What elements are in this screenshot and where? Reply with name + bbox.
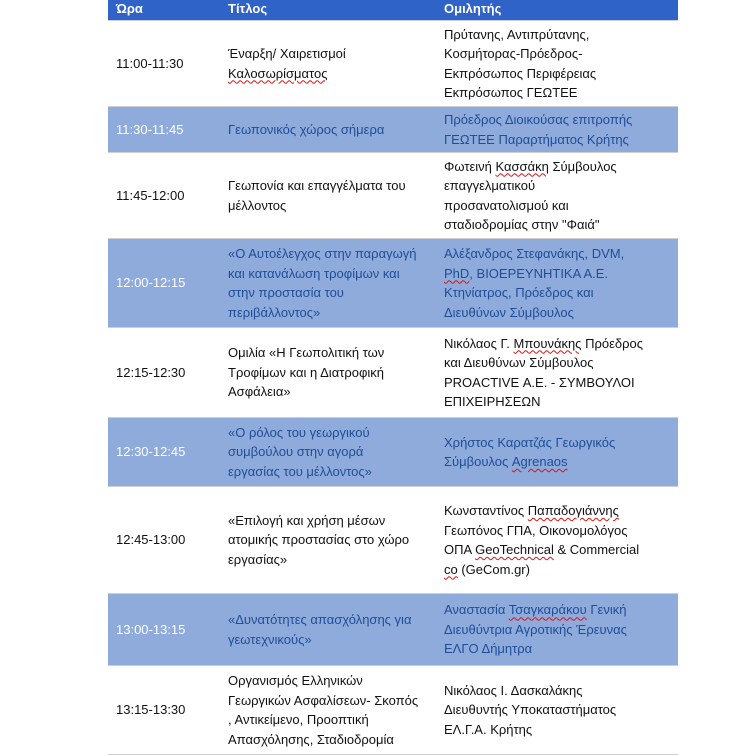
title-cell — [216, 239, 438, 327]
speaker-line: ΓΕΩΤΕΕ Παραρτήματος Κρήτης — [444, 131, 629, 147]
header-time: Ώρα — [116, 1, 143, 16]
speaker-line: επαγγελματικού — [444, 178, 536, 193]
speaker-line: και Διευθύνων Σύμβουλος — [444, 355, 594, 370]
speaker-line: PhD, ΒΙΟΕΡΕΥΝΗΤΙΚΑ Α.Ε. — [444, 265, 609, 281]
title-cell — [216, 487, 438, 593]
speaker-cell — [438, 107, 678, 152]
time-cell: 12:30-12:45 — [116, 444, 186, 460]
title-line: , Αντικείμενο, Προοπτική — [228, 712, 369, 727]
time-cell: 11:45-12:00 — [116, 187, 185, 203]
title-cell — [216, 107, 438, 152]
speaker-cell — [438, 594, 678, 665]
speaker-line: Κτηνίατρος, Πρόεδρος και — [444, 285, 594, 300]
table-row — [108, 153, 678, 239]
speaker-line: Εκπρόσωπος Περιφέρειας — [444, 65, 597, 81]
speaker-line: ΕΛ.Γ.Α. Κρήτης — [444, 721, 533, 737]
speaker-cell — [438, 666, 678, 754]
speaker-line: Διευθυντής Υποκαταστήματος — [444, 702, 617, 718]
speaker-line: co (GeCom.gr) — [444, 561, 530, 577]
table-row — [108, 328, 678, 418]
speaker-line: Πρόεδρος Διοικούσας επιτροπής — [444, 112, 633, 127]
spellcheck-underline: GeoTechnical — [475, 542, 554, 557]
table-row — [108, 487, 678, 594]
title-line: και κατανάλωση τροφίμων και — [228, 265, 400, 281]
table-row — [108, 239, 678, 328]
header-title: Τίτλος — [228, 1, 268, 16]
time-cell: 13:15-13:30 — [116, 702, 186, 718]
header-speaker: Ομιλητής — [444, 1, 502, 16]
spellcheck-underline: Καλοσωρίσματος — [228, 65, 328, 81]
table-row — [108, 21, 678, 107]
table-header — [108, 0, 678, 21]
speaker-line: Χρήστος Καρατζάς Γεωργικός — [444, 434, 616, 450]
speaker-cell — [438, 328, 678, 417]
speaker-line: Διευθύντρια Αγροτικής Έρευνας — [444, 621, 627, 637]
schedule-table — [108, 0, 678, 755]
spellcheck-underline: Μπουνάκης — [513, 335, 582, 351]
title-line: συμβούλου στην αγορά — [228, 444, 364, 460]
title-cell — [216, 328, 438, 417]
title-cell — [216, 21, 438, 106]
spellcheck-underline: Κασσάκη — [495, 158, 549, 174]
time-cell: 12:15-12:30 — [116, 364, 186, 380]
title-line: περιβάλλοντος» — [228, 304, 321, 320]
title-line: μέλλοντος — [228, 197, 287, 213]
title-line: Ομιλία «Η Γεωπολιτική των — [228, 345, 385, 361]
time-cell: 12:45-13:00 — [116, 532, 186, 548]
title-line: «Επιλογή και χρήση μέσων — [228, 512, 386, 528]
speaker-line: Σύμβουλος Agrenaos — [444, 454, 568, 469]
title-line: εργασίας» — [228, 551, 288, 567]
speaker-cell — [438, 21, 678, 106]
speaker-cell — [438, 487, 678, 593]
table-body — [108, 21, 678, 755]
title-line — [228, 64, 432, 84]
time-cell: 13:00-13:15 — [116, 621, 186, 637]
speaker-line: Κωνσταντίνος Παπαδογιάννης — [444, 503, 619, 518]
title-cell — [216, 666, 438, 754]
speaker-cell — [438, 239, 678, 327]
spellcheck-underline: Agrenaos — [511, 454, 568, 469]
title-line: «Ο Αυτοέλεγχος στην παραγωγή — [228, 246, 417, 261]
speaker-line: σταδιοδρομίας στην "Φαιά" — [444, 217, 600, 232]
speaker-line: Εκπρόσωπος ΓΕΩΤΕΕ — [444, 85, 578, 100]
spellcheck-underline: PhD — [444, 265, 470, 281]
title-line: ατομικής προστασίας στο χώρο — [228, 532, 410, 548]
speaker-line: Κοσμήτορας-Πρόεδρος- — [444, 46, 583, 61]
title-cell — [216, 418, 438, 486]
title-line: «Ο ρόλος του γεωργικού — [228, 424, 370, 440]
speaker-line: Πρύτανης, Αντιπρύτανης, — [444, 26, 590, 42]
time-cell: 11:30-11:45 — [116, 121, 184, 137]
speaker-line: Γεωπόνος ΓΠΑ, Οικονομολόγος — [444, 522, 628, 538]
title-line: Γεωπονία και επαγγέλματα του — [228, 178, 406, 193]
title-line: εργασίας του μέλλοντος» — [228, 463, 372, 479]
speaker-line: PROACTIVE Α.Ε. - ΣΥΜΒΟΥΛΟΙ — [444, 374, 635, 390]
table-row — [108, 594, 678, 666]
title-line: Έναρξη/ Χαιρετισμοί — [228, 46, 346, 61]
spellcheck-underline: co — [444, 561, 458, 577]
title-line: «Δυνατότητες απασχόλησης για — [228, 612, 412, 627]
time-cell: 11:00-11:30 — [116, 55, 184, 71]
table-row — [108, 107, 678, 153]
title-line: γεωτεχνικούς» — [228, 631, 312, 647]
speaker-line: Διευθύνων Σύμβουλος — [444, 304, 574, 320]
speaker-line: ΟΠΑ GeoTechnical & Commercial — [444, 542, 640, 557]
time-cell: 12:00-12:15 — [116, 275, 186, 291]
title-line: Γεωπονικός χώρος σήμερα — [228, 121, 385, 137]
speaker-line: Αναστασία Τσαγκαράκου Γενική — [444, 602, 627, 618]
speaker-line: Νικόλαος Ι. Δασκαλάκης — [444, 682, 583, 698]
title-line: Απασχόλησης, Σταδιοδρομία — [228, 731, 394, 747]
title-line: Τροφίμων και η Διατροφική — [228, 364, 385, 380]
title-line: Οργανισμός Ελληνικών — [228, 673, 363, 688]
title-line: Γεωργικών Ασφαλίσεων- Σκοπός — [228, 692, 419, 708]
speaker-line: ΕΠΙΧΕΙΡΗΣΕΩΝ — [444, 394, 541, 409]
speaker-line: Αλέξανδρος Στεφανάκης, DVM, — [444, 246, 625, 261]
spellcheck-underline: Παπαδογιάννης — [527, 503, 619, 518]
speaker-line: Νικόλαος Γ. Μπουνάκης Πρόεδρος — [444, 335, 643, 351]
speaker-line: Φωτεινή Κασσάκη Σύμβουλος — [444, 158, 617, 174]
speaker-cell — [438, 418, 678, 486]
table-row — [108, 418, 678, 487]
spellcheck-underline: Τσαγκαράκου — [508, 602, 587, 618]
title-cell — [216, 153, 438, 238]
table-row — [108, 666, 678, 755]
speaker-line: προσανατολισμού και — [444, 197, 569, 213]
title-cell — [216, 594, 438, 665]
title-line: Ασφάλεια» — [228, 384, 291, 400]
title-line: στην προστασία του — [228, 285, 344, 300]
speaker-line: ΕΛΓΟ Δήμητρα — [444, 641, 533, 657]
speaker-cell — [438, 153, 678, 238]
